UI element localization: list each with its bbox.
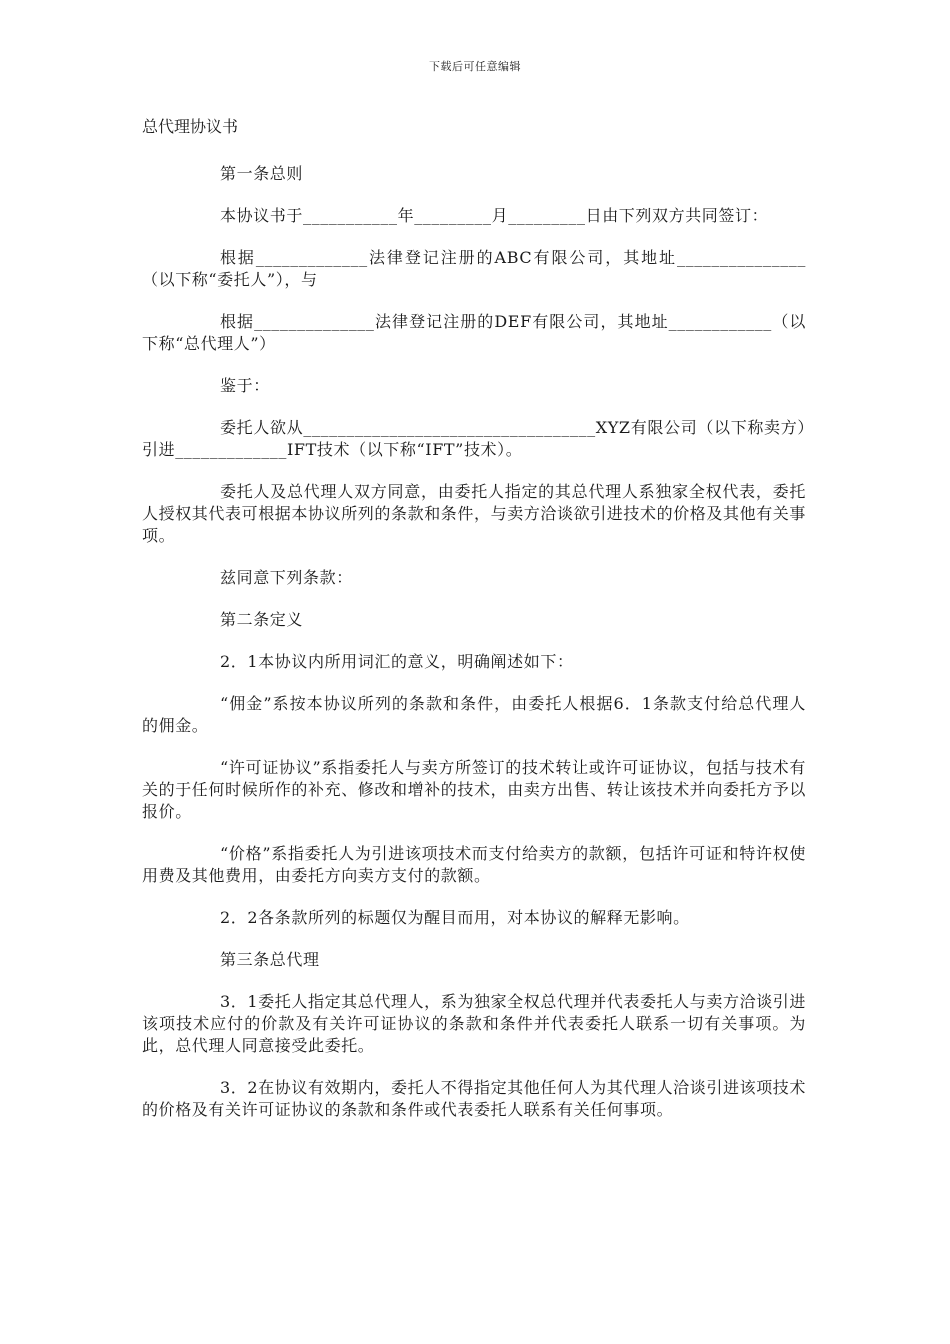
technology-import-paragraph: 委托人欲从__________________________________XYZ有限公司（以下称卖方）引进_____________IFT技术（以下称“IFT”技术）。 [142, 418, 806, 459]
definition-license-agreement: “许可证协议”系指委托人与卖方所签订的技术转让或许可证协议，包括与技术有关的于任何时候所作的补充、修改和增补的技术，由卖方出售、转让该技术并向委托方予以报价。 [142, 758, 807, 821]
principal-party-paragraph: 根据_____________法律登记注册的ABC有限公司，其地址_______________（以下称“委托人”），与 [142, 248, 806, 289]
clause-2-2: 2．2各条款所列的标题仅为醒目而用，对本协议的解释无影响。 [220, 908, 690, 927]
article-3-heading: 第三条总代理 [220, 950, 320, 969]
agent-party-paragraph: 根据______________法律登记注册的DEF有限公司，其地址____________（以下称“总代理人”） [142, 312, 806, 353]
clause-3-2: 3．2在协议有效期内，委托人不得指定其他任何人为其代理人洽谈引进该项技术的价格及有关许可证协议的条款和条件或代表委托人联系有关任何事项。 [142, 1078, 806, 1119]
article-2-heading: 第二条定义 [220, 610, 304, 629]
exclusive-agent-paragraph: 委托人及总代理人双方同意，由委托人指定的其总代理人系独家全权代表，委托人授权其代表可根据本协议所列的条款和条件，与卖方洽谈欲引进技术的价格及其他有关事项。 [142, 482, 807, 545]
definition-commission: “佣金”系按本协议所列的条款和条件，由委托人根据6．1条款支付给总代理人的佣金。 [142, 694, 806, 735]
definition-price: “价格”系指委托人为引进该项技术而支付给卖方的款额，包括许可证和特许权使用费及其他费用，由委托方向卖方支付的款额。 [142, 844, 806, 885]
clause-2-1: 2．1本协议内所用词汇的意义，明确阐述如下： [220, 652, 574, 671]
document-title: 总代理协议书 [142, 117, 239, 136]
document-body [142, 116, 806, 1141]
clause-3-1: 3．1委托人指定其总代理人，系为独家全权总代理并代表委托人与卖方洽谈引进该项技术应付的价款及有关许可证协议的条款和条件并代表委托人联系一切有关事项。为此，总代理人同意接受此委托。 [142, 992, 806, 1055]
signing-date-paragraph: 本协议书于___________年_________月_________日由下列双方共同签订： [220, 206, 769, 225]
page-header: 下载后可任意编辑 [429, 60, 521, 73]
article-1-heading: 第一条总则 [220, 164, 304, 183]
agreed-terms-paragraph: 兹同意下列条款： [220, 568, 353, 587]
whereas-heading: 鉴于： [220, 376, 270, 395]
